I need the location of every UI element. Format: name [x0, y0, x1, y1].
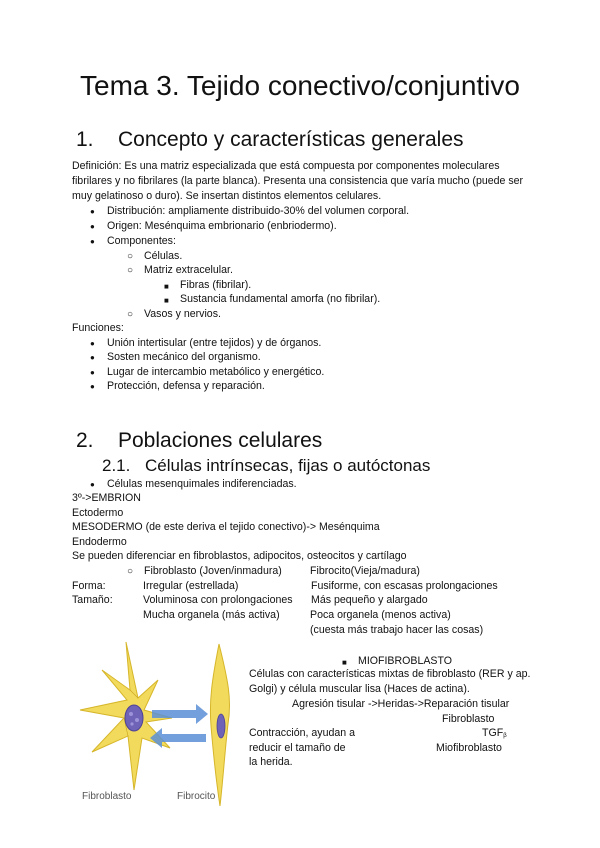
organela-fibrocito-note: (cuesta más trabajo hacer las cosas)	[310, 624, 484, 636]
fibras-item: ■ Fibras (fibrilar).	[180, 278, 251, 293]
diagram-miofibroblasto-label: Miofibroblasto	[436, 742, 502, 754]
organela-fibroblasto: Mucha organela (más activa)	[143, 609, 280, 621]
forma-fibrocito: Fusiforme, con escasas prolongaciones	[311, 580, 498, 592]
origen-item: ● Origen: Mesénquima embrionario (enbriodermo).	[107, 219, 337, 234]
section-2-title: Poblaciones celulares	[118, 429, 323, 452]
section-1-number: 1.	[76, 128, 94, 151]
matriz-item: ○ Matriz extracelular.	[144, 263, 233, 278]
section-2-heading	[76, 429, 322, 453]
subsection-title: Células intrínsecas, fijas o autóctonas	[145, 456, 431, 475]
fibrocyte-cell	[210, 644, 229, 806]
subsection-number: 2.1.	[102, 456, 131, 475]
tgf-text: TGF	[482, 727, 504, 739]
section-1-heading	[76, 128, 464, 152]
definition-paragraph: Definición: Es una matriz especializada que está compuesta por componentes moleculares fibrilares y no fibrilares (la parte blanca). Presenta una consistencia que varía mucho (puede ser muy gelatinoso o duro). Se insertan distintos elementos celulares.	[72, 160, 524, 202]
endodermo-line: Endodermo	[72, 536, 127, 548]
funcion-item: ● Unión intertisular (entre tejidos) y de órganos.	[107, 336, 321, 351]
arrow-icon	[150, 728, 206, 748]
arrow-icon	[152, 704, 208, 724]
funciones-label: Funciones:	[72, 322, 124, 334]
funcion-item: ● Lugar de intercambio metabólico y energético.	[107, 365, 324, 380]
mesenquimales-item: ● Células mesenquimales indiferenciadas.	[107, 477, 297, 492]
componentes-item: ● Componentes:	[107, 234, 176, 249]
contraccion-line-1: Contracción, ayudan a	[249, 727, 356, 739]
celulas-item: ○ Células.	[144, 249, 182, 264]
forma-label: Forma:	[72, 580, 106, 592]
section-1-title: Concepto y características generales	[118, 128, 464, 151]
figure-label-fibrocito: Fibrocito	[177, 791, 216, 802]
page-title: Tema 3. Tejido conectivo/conjuntivo	[80, 70, 520, 101]
diferenciar-line: Se pueden diferenciar en fibroblastos, adipocitos, osteocitos y cartílago	[72, 550, 407, 562]
vasos-item: ○ Vasos y nervios.	[144, 307, 221, 322]
ectodermo-line: Ectodermo	[72, 507, 124, 519]
sustancia-item: ■ Sustancia fundamental amorfa (no fibrilar).	[180, 292, 380, 307]
contraccion-line-3: la herida.	[249, 756, 293, 768]
embrion-line: 3º->EMBRION	[72, 492, 141, 504]
agresion-line: Agresión tisular ->Heridas->Reparación tisular	[292, 698, 510, 710]
miofibroblasto-description: Células con características mixtas de fibroblasto (RER y ap. Golgi) y célula muscular lisa (Haces de actina).	[249, 668, 531, 695]
fibroblasto-column-head: ○ Fibroblasto (Joven/inmadura)	[144, 564, 282, 579]
funcion-item: ● Protección, defensa y reparación.	[107, 379, 265, 394]
section-2-number: 2.	[76, 429, 94, 452]
contraccion-line-2: reducir el tamaño de	[249, 742, 346, 754]
figure-label-fibroblasto: Fibroblasto	[82, 791, 132, 802]
organela-fibrocito: Poca organela (menos activa)	[310, 609, 451, 621]
miofibroblasto-title: ■ MIOFIBROBLASTO	[358, 654, 452, 669]
distribucion-item: ● Distribución: ampliamente distribuido-30% del volumen corporal.	[107, 204, 409, 219]
funcion-item: ● Sosten mecánico del organismo.	[107, 350, 261, 365]
subsection-2-1-heading	[102, 456, 430, 476]
tamano-fibrocito: Más pequeño y alargado	[311, 594, 428, 606]
tgf-subscript: β	[503, 733, 507, 739]
tamano-fibroblasto: Voluminosa con prolongaciones	[143, 594, 293, 606]
diagram-fibroblasto-label: Fibroblasto	[442, 713, 495, 725]
fibroblast-fibrocyte-figure	[72, 640, 247, 810]
fibrocito-column-head: Fibrocito(Vieja/madura)	[310, 565, 420, 577]
mesodermo-line: MESODERMO (de este deriva el tejido conectivo)-> Mesénquima	[72, 521, 380, 533]
forma-fibroblasto: Irregular (estrellada)	[143, 580, 239, 592]
tamano-label: Tamaño:	[72, 594, 113, 606]
